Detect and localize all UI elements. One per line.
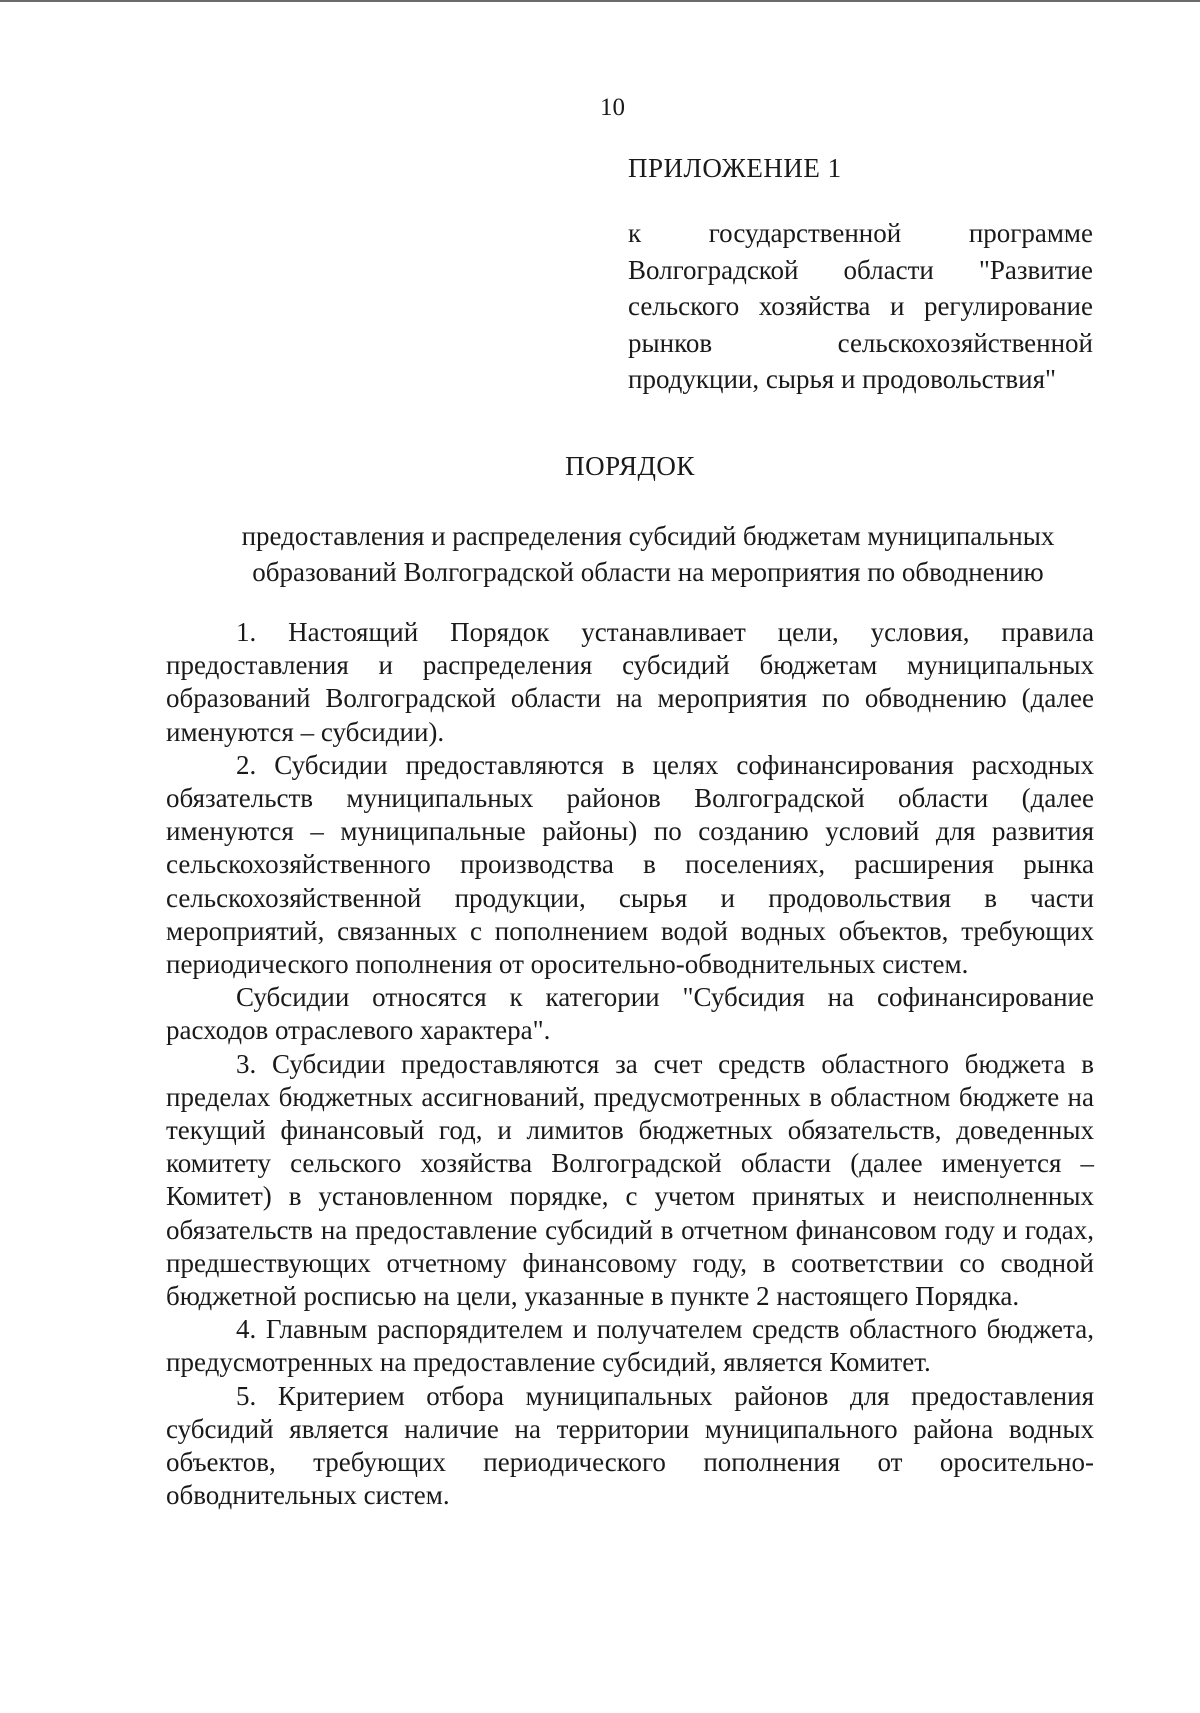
paragraph-5: 5. Критерием отбора муниципальных районов для предоставления субсидий является наличие на территории муниципального района водных объектов, требующих периодического пополнения от оросительно-обводнительных систем.: [166, 1380, 1094, 1511]
paragraph-3: 3. Субсидии предоставляются за счет средств областного бюджета в пределах бюджетных ассигнований, предусмотренных в областном бюджете на текущий финансовый год, и лимитов бюджетных обязательств, доведенных комитету сельского хозяйства Волгоградской области (далее именуется – Комитет) в установленном порядке, с учетом принятых и неисполненных обязательств на предоставление субсидий в отчетном финансовом году и годах, предшествующих отчетному финансовому году, в соответствии со сводной бюджетной росписью на цели, указанные в пункте 2 настоящего Порядка.: [166, 1048, 1094, 1312]
paragraph-2: 2. Субсидии предоставляются в целях софинансирования расходных обязательств муниципальных районов Волгоградской области (далее именуются – муниципальные районы) по созданию условий для развития сельскохозяйственного производства в поселениях, расширения рынка сельскохозяйственной продукции, сырья и продовольствия в части мероприятий, связанных с пополнением водой водных объектов, требующих периодического пополнения от оросительно-обводнительных систем.: [166, 749, 1094, 980]
paragraph-4: 4. Главным распорядителем и получателем средств областного бюджета, предусмотренных на предоставление субсидий, является Комитет.: [166, 1314, 1094, 1378]
document-title: ПОРЯДОК: [565, 451, 695, 481]
document-body: [166, 616, 1094, 1512]
page-number: 10: [600, 94, 625, 121]
appendix-reference: [628, 215, 1093, 398]
appendix-reference-last-line: продукции, сырья и продовольствия": [628, 364, 1057, 394]
document-subtitle: [168, 518, 1128, 590]
document-subtitle-line-1: предоставления и распределения субсидий бюджетам муниципальных: [241, 521, 1055, 551]
appendix-reference-text: к государственной программе Волгоградской области "Развитие сельского хозяйства и регулирование рынков сельскохозяйственной: [628, 218, 1093, 358]
document-subtitle-line-2: образований Волгоградской области на мероприятия по обводнению: [252, 557, 1044, 587]
paragraph-1: 1. Настоящий Порядок устанавливает цели, условия, правила предоставления и распределения субсидий бюджетам муниципальных образований Волгоградской области на мероприятия по обводнению (далее именуются – субсидии).: [166, 617, 1094, 747]
paragraph-2-category: Субсидии относятся к категории "Субсидия на софинансирование расходов отраслевого характера".: [166, 982, 1094, 1046]
appendix-label: ПРИЛОЖЕНИЕ 1: [628, 153, 842, 183]
scan-top-edge: [0, 0, 1200, 2]
